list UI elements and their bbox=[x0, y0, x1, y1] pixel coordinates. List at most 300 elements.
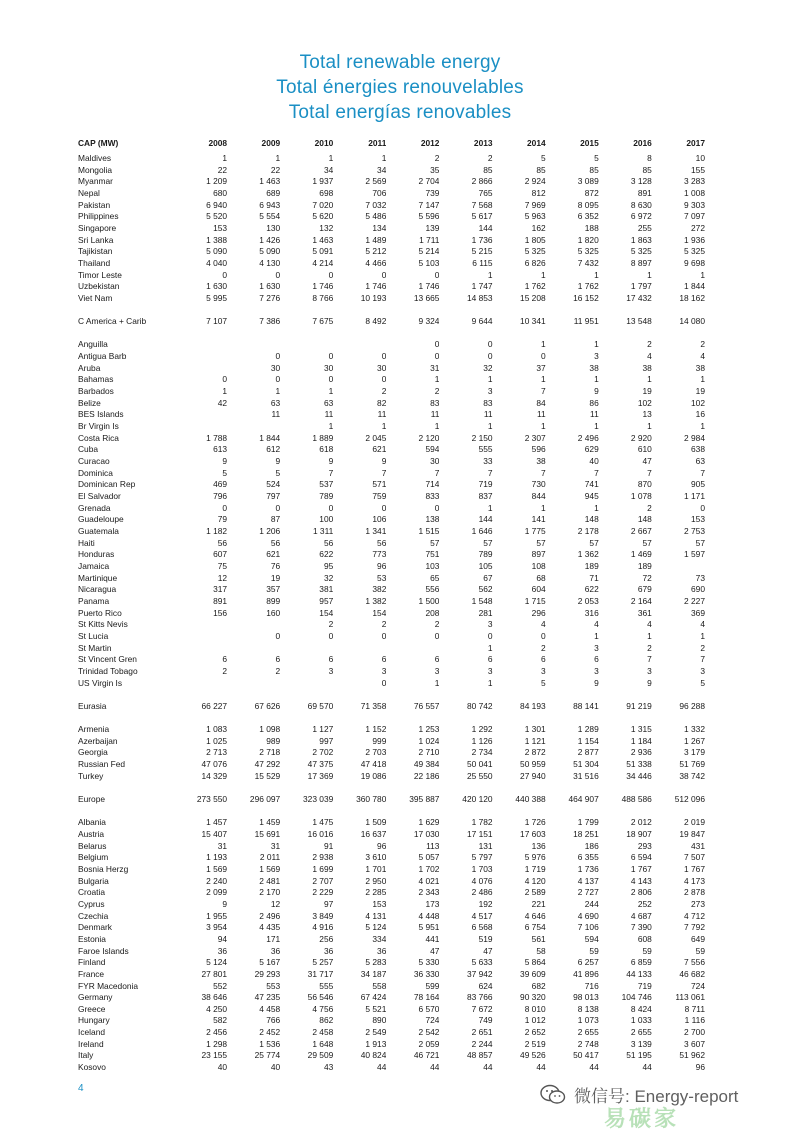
value-cell: 1 736 bbox=[471, 234, 493, 245]
value-cell: 1 703 bbox=[471, 863, 493, 874]
value-cell: 7 556 bbox=[684, 957, 705, 968]
value-cell: 1 bbox=[647, 421, 652, 432]
value-cell: 255 bbox=[637, 222, 652, 233]
value-cell: 2 920 bbox=[630, 432, 652, 443]
value-cell: 31 bbox=[217, 840, 228, 851]
value-cell: 552 bbox=[213, 980, 228, 991]
value-cell: 1 bbox=[381, 153, 387, 163]
value-cell: 9 bbox=[594, 677, 599, 688]
value-cell: 1 746 bbox=[312, 281, 334, 292]
value-cell: 1 bbox=[647, 374, 652, 385]
value-cell bbox=[227, 643, 280, 655]
value-cell: 2 924 bbox=[524, 176, 546, 187]
value-cell: 1 889 bbox=[312, 432, 334, 443]
value-cell: 3 bbox=[487, 619, 493, 630]
value-cell: 706 bbox=[372, 187, 387, 198]
table-row bbox=[78, 514, 705, 526]
value-cell bbox=[174, 619, 227, 631]
table-row bbox=[78, 666, 705, 678]
value-cell: 4 076 bbox=[471, 875, 493, 886]
value-cell: 130 bbox=[266, 222, 281, 233]
value-cell: 1 bbox=[540, 374, 546, 385]
table-row bbox=[78, 946, 705, 958]
country-cell: Austria bbox=[78, 828, 105, 839]
value-cell: 30 bbox=[430, 456, 440, 467]
value-cell: 3 607 bbox=[684, 1038, 705, 1049]
spacer-cell bbox=[78, 806, 705, 818]
table-row bbox=[78, 724, 705, 736]
country-cell: C America + Carib bbox=[78, 316, 147, 327]
value-cell: 3 bbox=[434, 665, 440, 676]
value-cell: 7 032 bbox=[365, 199, 387, 210]
value-cell: 1 184 bbox=[630, 735, 652, 746]
value-cell: 2 519 bbox=[524, 1038, 546, 1049]
value-cell: 0 bbox=[328, 351, 334, 362]
value-cell: 1 078 bbox=[630, 491, 652, 501]
country-cell: Italy bbox=[78, 1050, 94, 1061]
value-cell: 420 120 bbox=[462, 794, 493, 805]
table-row bbox=[78, 596, 705, 608]
spacer-row bbox=[78, 328, 705, 340]
value-cell: 29 509 bbox=[307, 1050, 334, 1061]
value-cell: 2 bbox=[540, 642, 546, 653]
value-cell: 51 769 bbox=[679, 759, 705, 770]
value-cell: 90 320 bbox=[520, 992, 546, 1003]
table-row bbox=[78, 992, 705, 1004]
value-cell: 1 500 bbox=[418, 595, 440, 606]
value-cell: 997 bbox=[319, 735, 334, 746]
value-cell: 2 343 bbox=[418, 887, 440, 898]
value-cell: 75 bbox=[217, 560, 228, 571]
value-cell: 2 651 bbox=[471, 1027, 493, 1038]
value-cell: 6 bbox=[275, 654, 281, 665]
value-cell: 622 bbox=[319, 549, 334, 560]
value-cell: 68 bbox=[536, 572, 546, 583]
value-cell: 69 570 bbox=[307, 700, 334, 711]
table-row bbox=[78, 153, 705, 165]
value-cell: 72 bbox=[642, 572, 652, 583]
table-row bbox=[78, 841, 705, 853]
value-cell: 10 341 bbox=[520, 316, 546, 327]
value-cell: 141 bbox=[531, 514, 546, 525]
country-cell: Cyprus bbox=[78, 898, 105, 909]
value-cell: 1 bbox=[434, 421, 440, 432]
value-cell: 582 bbox=[213, 1015, 228, 1026]
value-cell: 6 bbox=[381, 654, 387, 665]
value-cell: 281 bbox=[478, 607, 493, 618]
country-cell: Costa Rica bbox=[78, 432, 119, 443]
table-row bbox=[78, 654, 705, 666]
value-cell: 38 742 bbox=[679, 770, 705, 781]
table-row bbox=[78, 911, 705, 923]
value-cell: 2 bbox=[434, 619, 440, 630]
value-cell: 7 bbox=[594, 467, 599, 478]
header-year: 2012 bbox=[420, 138, 440, 148]
value-cell: 1 209 bbox=[206, 176, 228, 187]
country-cell: Uzbekistan bbox=[78, 281, 120, 292]
country-cell: Eurasia bbox=[78, 700, 107, 711]
value-cell: 1 bbox=[275, 386, 281, 397]
value-cell: 1 799 bbox=[577, 817, 599, 828]
value-cell: 2 bbox=[275, 665, 281, 676]
value-cell: 86 bbox=[589, 397, 599, 408]
spacer-cell bbox=[78, 305, 705, 317]
value-cell: 95 bbox=[323, 560, 334, 571]
country-cell: El Salvador bbox=[78, 491, 121, 501]
value-cell: 73 bbox=[695, 572, 705, 583]
value-cell: 945 bbox=[584, 491, 599, 501]
value-cell: 19 bbox=[642, 386, 652, 397]
value-cell: 8 095 bbox=[577, 199, 599, 210]
value-cell: 5 325 bbox=[524, 246, 546, 257]
value-cell: 1 426 bbox=[259, 234, 281, 245]
value-cell: 40 824 bbox=[360, 1050, 387, 1061]
country-cell: Finland bbox=[78, 957, 106, 968]
value-cell bbox=[280, 643, 333, 655]
value-cell: 1 548 bbox=[471, 595, 493, 606]
country-cell: FYR Macedonia bbox=[78, 980, 139, 991]
value-cell: 2 045 bbox=[365, 432, 387, 443]
value-cell: 15 529 bbox=[254, 770, 281, 781]
table-row bbox=[78, 386, 705, 398]
value-cell: 6 943 bbox=[259, 199, 281, 210]
value-cell: 382 bbox=[372, 584, 387, 595]
value-cell: 11 bbox=[271, 409, 281, 420]
value-cell: 2 866 bbox=[471, 176, 493, 187]
value-cell: 1 569 bbox=[206, 863, 228, 874]
value-cell: 608 bbox=[637, 933, 652, 944]
value-cell: 47 bbox=[483, 945, 493, 956]
value-cell: 34 bbox=[323, 164, 334, 175]
value-cell: 1 767 bbox=[630, 863, 652, 874]
value-cell: 25 550 bbox=[466, 770, 493, 781]
table-row bbox=[78, 969, 705, 981]
value-cell: 5 167 bbox=[259, 957, 281, 968]
value-cell: 0 bbox=[434, 630, 440, 641]
value-cell: 555 bbox=[478, 444, 493, 455]
table-row bbox=[78, 1039, 705, 1051]
value-cell: 56 bbox=[323, 537, 334, 548]
value-cell: 85 bbox=[483, 164, 493, 175]
value-cell: 571 bbox=[372, 479, 387, 490]
value-cell: 3 bbox=[594, 642, 599, 653]
value-cell: 6 826 bbox=[524, 257, 546, 268]
value-cell: 1 457 bbox=[206, 817, 228, 828]
value-cell: 3 bbox=[381, 665, 387, 676]
value-cell: 1 bbox=[700, 269, 705, 280]
table-row bbox=[78, 188, 705, 200]
value-cell: 33 bbox=[483, 456, 493, 467]
value-cell: 5 124 bbox=[365, 922, 387, 933]
value-cell: 0 bbox=[434, 269, 440, 280]
value-cell: 5 963 bbox=[524, 211, 546, 222]
value-cell: 1 121 bbox=[524, 735, 546, 746]
value-cell: 10 bbox=[695, 153, 705, 163]
value-cell: 369 bbox=[691, 607, 705, 618]
value-cell: 9 bbox=[647, 677, 652, 688]
value-cell: 2 012 bbox=[630, 817, 652, 828]
value-cell: 4 250 bbox=[206, 1003, 228, 1014]
table-row bbox=[78, 631, 705, 643]
value-cell: 2 285 bbox=[365, 887, 387, 898]
value-cell: 6 972 bbox=[630, 211, 652, 222]
country-cell: Georgia bbox=[78, 747, 108, 758]
value-cell: 724 bbox=[691, 980, 705, 991]
country-cell: Greece bbox=[78, 1003, 106, 1014]
value-cell: 2 806 bbox=[630, 887, 652, 898]
table-row bbox=[78, 316, 705, 328]
value-cell: 8 711 bbox=[684, 1003, 705, 1014]
value-cell: 88 141 bbox=[573, 700, 599, 711]
value-cell: 1 bbox=[540, 421, 546, 432]
value-cell: 42 bbox=[217, 397, 228, 408]
value-cell: 9 bbox=[222, 456, 228, 467]
value-cell: 296 bbox=[531, 607, 546, 618]
value-cell: 5 864 bbox=[524, 957, 546, 968]
value-cell: 1 767 bbox=[684, 863, 705, 874]
country-cell: Philippines bbox=[78, 211, 119, 222]
value-cell: 1 152 bbox=[365, 724, 387, 735]
value-cell: 739 bbox=[425, 187, 440, 198]
value-cell: 6 bbox=[222, 654, 228, 665]
value-cell: 79 bbox=[217, 514, 228, 525]
value-cell: 4 bbox=[700, 619, 705, 630]
value-cell: 989 bbox=[266, 735, 281, 746]
value-cell: 1 388 bbox=[206, 234, 228, 245]
value-cell: 3 bbox=[487, 386, 493, 397]
value-cell: 272 bbox=[691, 222, 705, 233]
value-cell: 57 bbox=[483, 537, 493, 548]
table-row bbox=[78, 573, 705, 585]
country-cell: Belize bbox=[78, 397, 101, 408]
header-year: 2017 bbox=[686, 138, 705, 148]
value-cell: 0 bbox=[381, 630, 387, 641]
value-cell: 4 bbox=[647, 619, 652, 630]
value-cell: 1 bbox=[594, 502, 599, 513]
value-cell: 4 214 bbox=[312, 257, 334, 268]
country-cell: Aruba bbox=[78, 362, 101, 373]
value-cell: 4 687 bbox=[630, 910, 652, 921]
table-row bbox=[78, 246, 705, 258]
value-cell: 108 bbox=[531, 560, 546, 571]
value-cell: 2 bbox=[381, 386, 387, 397]
value-cell: 1 008 bbox=[684, 187, 705, 198]
value-cell: 2 bbox=[700, 339, 705, 350]
value-cell: 7 bbox=[540, 386, 546, 397]
value-cell bbox=[280, 339, 333, 351]
table-row bbox=[78, 1004, 705, 1016]
value-cell: 9 bbox=[381, 456, 387, 467]
value-cell: 957 bbox=[319, 595, 334, 606]
value-cell: 5 633 bbox=[471, 957, 493, 968]
value-cell: 50 417 bbox=[573, 1050, 599, 1061]
value-cell: 2 164 bbox=[630, 595, 652, 606]
value-cell: 153 bbox=[372, 898, 387, 909]
value-cell: 9 bbox=[275, 456, 281, 467]
value-cell: 682 bbox=[531, 980, 546, 991]
spacer-row bbox=[78, 305, 705, 317]
value-cell: 5 212 bbox=[365, 246, 387, 257]
value-cell: 14 853 bbox=[466, 292, 493, 303]
value-cell: 102 bbox=[637, 397, 652, 408]
value-cell: 2 704 bbox=[418, 176, 440, 187]
value-cell: 3 bbox=[700, 665, 705, 676]
title-spanish: Total energías renovables bbox=[288, 102, 512, 123]
value-cell: 1 bbox=[647, 630, 652, 641]
value-cell: 2 458 bbox=[312, 1027, 334, 1038]
value-cell: 100 bbox=[319, 514, 334, 525]
country-cell: Thailand bbox=[78, 257, 111, 268]
country-cell: Haiti bbox=[78, 537, 95, 548]
value-cell: 1 127 bbox=[312, 724, 334, 735]
value-cell: 6 bbox=[594, 654, 599, 665]
value-cell: 1 788 bbox=[206, 432, 228, 443]
value-cell: 2 938 bbox=[312, 852, 334, 863]
value-cell: 361 bbox=[637, 607, 652, 618]
value-cell: 5 617 bbox=[471, 211, 493, 222]
value-cell: 91 bbox=[323, 840, 334, 851]
value-cell: 1 bbox=[647, 269, 652, 280]
value-cell: 1 033 bbox=[630, 1015, 652, 1026]
value-cell: 1 463 bbox=[259, 176, 281, 187]
value-cell: 555 bbox=[319, 980, 334, 991]
value-cell: 6 bbox=[540, 654, 546, 665]
table-row bbox=[78, 176, 705, 188]
table-row bbox=[78, 456, 705, 468]
value-cell: 160 bbox=[266, 607, 281, 618]
value-cell: 730 bbox=[531, 479, 546, 490]
country-cell: Azerbaijan bbox=[78, 735, 118, 746]
value-cell: 1 762 bbox=[524, 281, 546, 292]
value-cell: 0 bbox=[275, 630, 281, 641]
value-cell: 38 646 bbox=[201, 992, 228, 1003]
spacer-row bbox=[78, 782, 705, 794]
value-cell: 6 352 bbox=[577, 211, 599, 222]
value-cell: 16 016 bbox=[307, 828, 334, 839]
value-cell: 11 bbox=[324, 409, 334, 420]
value-cell: 4 130 bbox=[259, 257, 281, 268]
value-cell bbox=[652, 561, 705, 573]
value-cell: 1 bbox=[540, 502, 546, 513]
header-year: 2010 bbox=[314, 138, 334, 148]
value-cell: 812 bbox=[531, 187, 546, 198]
value-cell: 5 325 bbox=[577, 246, 599, 257]
value-cell: 1 863 bbox=[630, 234, 652, 245]
value-cell: 9 bbox=[222, 898, 228, 909]
value-cell: 1 746 bbox=[365, 281, 387, 292]
value-cell: 716 bbox=[584, 980, 599, 991]
value-cell: 1 736 bbox=[577, 863, 599, 874]
value-cell: 679 bbox=[637, 584, 652, 595]
value-cell: 43 bbox=[323, 1062, 334, 1073]
value-cell: 0 bbox=[381, 374, 387, 385]
value-cell: 293 bbox=[637, 840, 652, 851]
value-cell: 556 bbox=[425, 584, 440, 595]
value-cell: 30 bbox=[270, 362, 281, 373]
value-cell: 44 bbox=[642, 1062, 652, 1073]
value-cell: 5 330 bbox=[418, 957, 440, 968]
value-cell: 562 bbox=[478, 584, 493, 595]
value-cell: 23 155 bbox=[201, 1050, 228, 1061]
table-row bbox=[78, 864, 705, 876]
value-cell: 1 775 bbox=[524, 525, 546, 536]
value-cell: 610 bbox=[637, 444, 652, 455]
value-cell: 891 bbox=[213, 595, 228, 606]
value-cell: 80 742 bbox=[466, 700, 493, 711]
value-cell: 3 bbox=[487, 665, 493, 676]
value-cell: 4 131 bbox=[365, 910, 387, 921]
value-cell: 37 942 bbox=[466, 968, 493, 979]
value-cell: 2 452 bbox=[259, 1027, 281, 1038]
value-cell: 1 116 bbox=[684, 1015, 705, 1026]
value-cell: 2 878 bbox=[684, 887, 705, 898]
value-cell: 4 120 bbox=[524, 875, 546, 886]
table-row bbox=[78, 736, 705, 748]
value-cell: 44 bbox=[430, 1062, 440, 1073]
value-cell: 8 897 bbox=[630, 257, 652, 268]
value-cell: 65 bbox=[430, 572, 440, 583]
value-cell: 4 bbox=[700, 351, 705, 362]
value-cell: 1 475 bbox=[312, 817, 334, 828]
value-cell: 1 bbox=[434, 677, 440, 688]
value-cell: 63 bbox=[323, 397, 334, 408]
table-row bbox=[78, 1015, 705, 1027]
value-cell: 102 bbox=[691, 397, 705, 408]
value-cell: 57 bbox=[536, 537, 546, 548]
value-cell: 186 bbox=[584, 840, 599, 851]
value-cell: 2 984 bbox=[684, 432, 705, 443]
value-cell: 1 459 bbox=[259, 817, 281, 828]
country-cell: St Kitts Nevis bbox=[78, 619, 128, 630]
value-cell: 49 384 bbox=[413, 759, 440, 770]
value-cell: 66 227 bbox=[201, 700, 228, 711]
value-cell: 3 bbox=[540, 665, 546, 676]
country-cell: Antigua Barb bbox=[78, 351, 127, 362]
table-row bbox=[78, 678, 705, 690]
value-cell: 96 bbox=[695, 1062, 705, 1073]
value-cell: 104 746 bbox=[621, 992, 652, 1003]
value-cell: 67 bbox=[483, 572, 493, 583]
table-row bbox=[78, 643, 705, 655]
value-cell: 624 bbox=[478, 980, 493, 991]
value-cell: 2 753 bbox=[684, 525, 705, 536]
value-cell bbox=[227, 678, 280, 690]
country-cell: Guatemala bbox=[78, 525, 119, 536]
country-cell: Turkey bbox=[78, 770, 104, 781]
spacer-row bbox=[78, 806, 705, 818]
value-cell: 3 bbox=[594, 665, 599, 676]
value-cell: 15 407 bbox=[201, 828, 228, 839]
value-cell: 44 bbox=[377, 1062, 387, 1073]
value-cell: 7 672 bbox=[471, 1003, 493, 1014]
value-cell: 5 257 bbox=[312, 957, 334, 968]
value-cell: 9 644 bbox=[471, 316, 493, 327]
value-cell: 2 307 bbox=[524, 432, 546, 443]
header-year: 2013 bbox=[473, 138, 493, 148]
value-cell: 22 186 bbox=[413, 770, 440, 781]
table-row bbox=[78, 235, 705, 247]
table-row bbox=[78, 200, 705, 212]
country-cell: Bosnia Herzg bbox=[78, 863, 129, 874]
value-cell: 7 568 bbox=[471, 199, 493, 210]
value-cell: 32 bbox=[323, 572, 334, 583]
capacity-table bbox=[78, 133, 705, 1074]
value-cell: 1 489 bbox=[365, 234, 387, 245]
value-cell: 1 bbox=[328, 153, 334, 163]
value-cell: 5 325 bbox=[684, 246, 705, 257]
value-cell: 7 bbox=[540, 467, 546, 478]
value-cell: 1 bbox=[381, 421, 387, 432]
